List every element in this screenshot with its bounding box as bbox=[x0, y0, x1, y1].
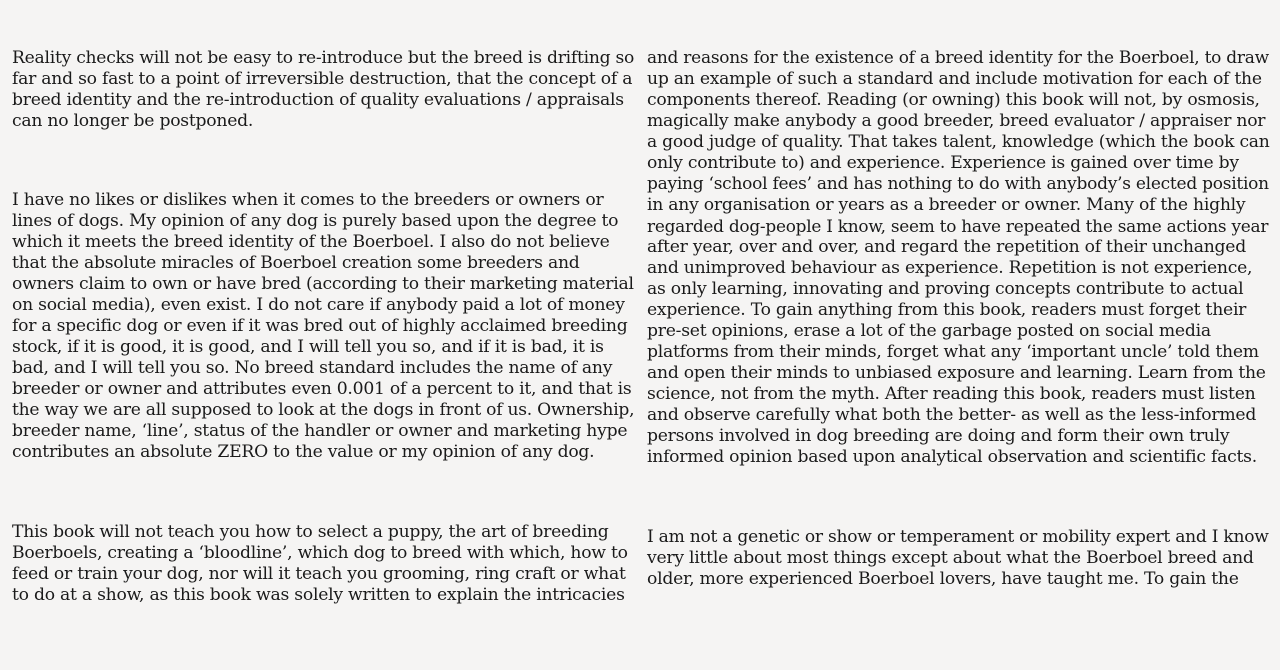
text-line: which it meets the breed identity of the Boerboel. I also do not believe bbox=[12, 232, 610, 252]
paragraph-reasons bbox=[647, 48, 1270, 468]
text-line: to do at a show, as this book was solely written to explain the intricacies bbox=[12, 585, 625, 605]
text-line: after year, over and over, and regard the repetition of their unchanged bbox=[647, 237, 1246, 257]
text-line: experience. To gain anything from this book, readers must forget their bbox=[647, 300, 1247, 320]
text-line: Boerboels, creating a ‘bloodline’, which dog to breed with which, how to bbox=[12, 543, 628, 563]
text-line: and reasons for the existence of a breed identity for the Boerboel, to draw bbox=[647, 48, 1269, 68]
left-column bbox=[12, 0, 634, 670]
text-line: only contribute to) and experience. Experience is gained over time by bbox=[647, 153, 1239, 173]
text-line: This book will not teach you how to select a puppy, the art of breeding bbox=[12, 522, 609, 542]
text-line: for a specific dog or even if it was bred out of highly acclaimed breeding bbox=[12, 316, 628, 336]
text-line: older, more experienced Boerboel lovers, have taught me. To gain the bbox=[647, 569, 1239, 589]
text-line: can no longer be postponed. bbox=[12, 111, 254, 131]
text-line: components thereof. Reading (or owning) this book will not, by osmosis, bbox=[647, 90, 1260, 110]
text-line: persons involved in dog breeding are doing and form their own truly bbox=[647, 426, 1230, 446]
paragraph-reality-checks bbox=[12, 48, 634, 132]
text-line: platforms from their minds, forget what any ‘important uncle’ told them bbox=[647, 342, 1259, 362]
text-line: bad, and I will tell you so. No breed standard includes the name of any bbox=[12, 358, 613, 378]
text-line: breeder or owner and attributes even 0.001 of a percent to it, and that is bbox=[12, 379, 632, 399]
right-column bbox=[647, 0, 1269, 670]
text-line: stock, if it is good, it is good, and I will tell you so, and if it is bad, it is bbox=[12, 337, 604, 357]
text-line: owners claim to own or have bred (according to their marketing material bbox=[12, 274, 634, 294]
text-line: very little about most things except about what the Boerboel breed and bbox=[647, 548, 1254, 568]
text-line: breeder name, ‘line’, status of the handler or owner and marketing hype bbox=[12, 421, 628, 441]
text-line: feed or train your dog, nor will it teach you grooming, ring craft or what bbox=[12, 564, 626, 584]
text-line: and observe carefully what both the better- as well as the less-informed bbox=[647, 405, 1257, 425]
text-line: paying ‘school fees’ and has nothing to do with anybody’s elected position bbox=[647, 174, 1269, 194]
text-line: magically make anybody a good breeder, breed evaluator / appraiser nor bbox=[647, 111, 1266, 131]
text-line: Reality checks will not be easy to re-introduce but the breed is drifting so bbox=[12, 48, 635, 68]
text-line: I am not a genetic or show or temperament or mobility expert and I know bbox=[647, 527, 1269, 547]
text-line: and unimproved behaviour as experience. Repetition is not experience, bbox=[647, 258, 1253, 278]
text-line: informed opinion based upon analytical observation and scientific facts. bbox=[647, 447, 1257, 467]
text-line: as only learning, innovating and proving concepts contribute to actual bbox=[647, 279, 1244, 299]
text-line: breed identity and the re-introduction of quality evaluations / appraisals bbox=[12, 90, 624, 110]
text-line: lines of dogs. My opinion of any dog is purely based upon the degree to bbox=[12, 211, 619, 231]
text-line: contributes an absolute ZERO to the value or my opinion of any dog. bbox=[12, 442, 595, 462]
paragraph-this-book bbox=[12, 522, 628, 606]
text-line: regarded dog-people I know, seem to have repeated the same actions year bbox=[647, 216, 1269, 236]
text-line: that the absolute miracles of Boerboel creation some breeders and bbox=[12, 253, 580, 273]
text-line: a good judge of quality. That takes talent, knowledge (which the book can bbox=[647, 132, 1270, 152]
text-line: in any organisation or years as a breeder or owner. Many of the highly bbox=[647, 195, 1246, 215]
paragraph-not-an-expert bbox=[647, 527, 1269, 590]
text-line: I have no likes or dislikes when it comes to the breeders or owners or bbox=[12, 190, 604, 210]
paragraph-no-likes bbox=[12, 190, 634, 463]
text-line: and open their minds to unbiased exposure and learning. Learn from the bbox=[647, 363, 1266, 383]
text-line: up an example of such a standard and include motivation for each of the bbox=[647, 69, 1262, 89]
text-line: pre-set opinions, erase a lot of the garbage posted on social media bbox=[647, 321, 1211, 341]
text-line: on social media), even exist. I do not care if anybody paid a lot of money bbox=[12, 295, 625, 315]
text-line: the way we are all supposed to look at the dogs in front of us. Ownership, bbox=[12, 400, 635, 420]
text-line: science, not from the myth. After reading this book, readers must listen bbox=[647, 384, 1256, 404]
text-line: far and so fast to a point of irreversible destruction, that the concept of a bbox=[12, 69, 633, 89]
